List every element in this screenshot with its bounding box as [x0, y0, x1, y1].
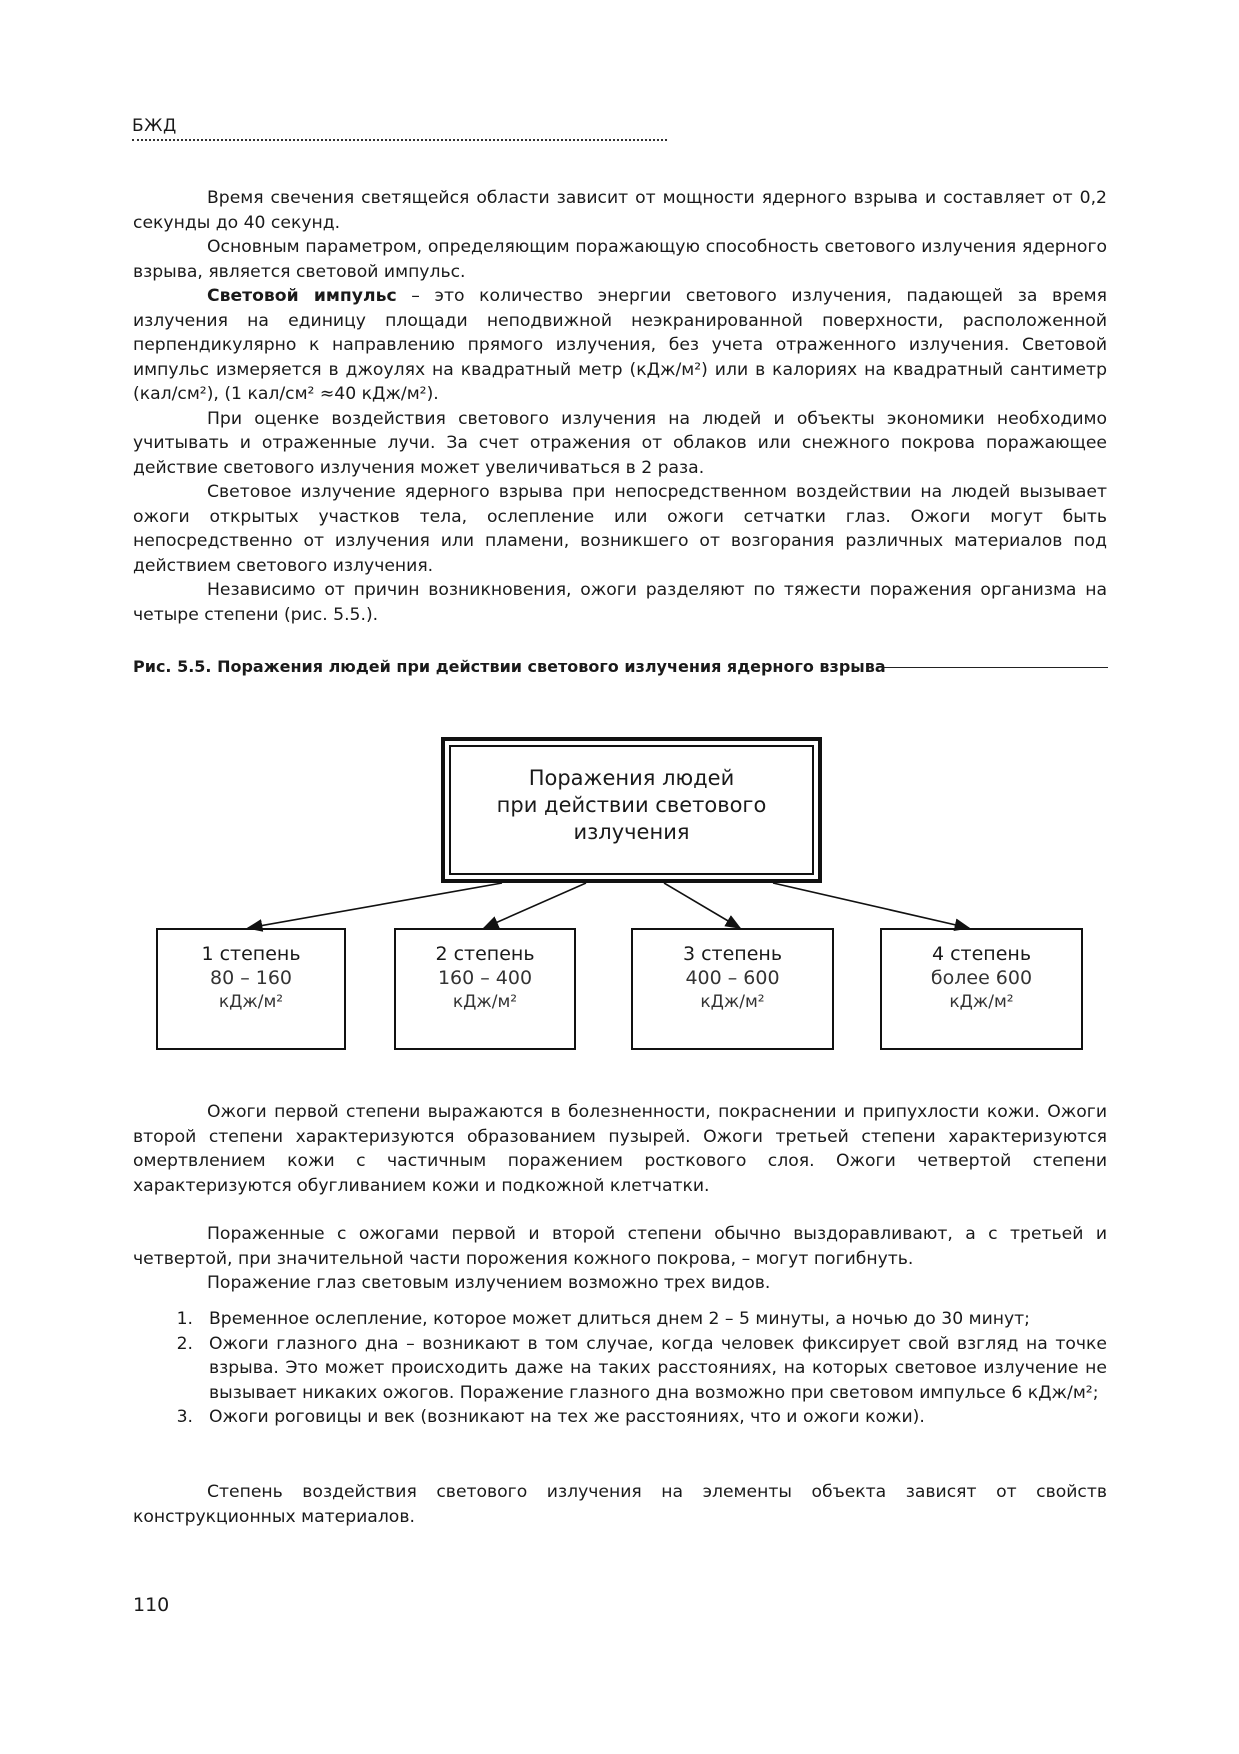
figure-caption: Рис. 5.5. Поражения людей при действии светового излучения ядерного взрыва [133, 657, 886, 676]
paragraph-closing: Степень воздействия светового излучения на элементы объекта зависят от свойств конструкционных материалов. [133, 1482, 1107, 1527]
paragraph-main-parameter: Основным параметром, определяющим поражающую способность светового излучения ядерного взрыва, является световой импульс. [133, 237, 1107, 282]
degree-unit: кДж/м² [949, 992, 1014, 1012]
degree-title: 1 степень [201, 943, 301, 965]
list-item-text: Ожоги роговицы и век (возникают на тех же расстояниях, что и ожоги кожи). [209, 1407, 925, 1427]
degree-unit: кДж/м² [452, 992, 518, 1012]
paragraph-eye-damage: Поражение глаз световым излучением возможно трех видов. [207, 1273, 771, 1293]
degree-range: 400 – 600 [685, 967, 780, 989]
paragraph-glow-time: Время свечения светящейся области зависит от мощности ядерного взрыва и составляет от 0,2 секунды до 40 секунд. [133, 188, 1107, 233]
root-line-2: при действии светового [496, 792, 767, 817]
paragraph-burn-degrees: Ожоги первой степени выражаются в болезненности, покраснении и припухлости кожи. Ожоги второй степени характеризуются образованием пузырей. Ожоги третьей степени характеризуются омертвлением кожи с частичным поражением росткового слоя. Ожоги четвертой степени характеризуются обугливанием кожи и подкожной клетчатки. [133, 1102, 1107, 1196]
connector-degree-2 [484, 883, 586, 928]
diagram-root-box [441, 737, 822, 883]
degree-unit: кДж/м² [218, 992, 284, 1012]
paragraph-four-degrees: Независимо от причин возникновения, ожоги разделяют по тяжести поражения организма на четыре степени (рис. 5.5.). [133, 580, 1107, 625]
diagram-root-label [449, 745, 814, 875]
list-item [133, 1307, 1107, 1332]
list-item-number: 3. [176, 1407, 193, 1427]
paragraph-reflected-rays: При оценке воздействия светового излучения на людей и объекты экономики необходимо учитывать и отраженные лучи. За счет отражения от облаков или снежного покрова поражающее действие светового излучения может увеличиваться в 2 раза. [133, 408, 1107, 478]
list-item-number: 1. [176, 1309, 193, 1329]
root-line-3: излучения [573, 819, 690, 844]
root-line-1: Поражения людей [528, 765, 735, 790]
body-text-burns [133, 1100, 1107, 1198]
degree-title: 4 степень [931, 943, 1032, 965]
eye-damage-list [133, 1307, 1107, 1430]
degree-range: более 600 [930, 967, 1033, 989]
paragraph-outcomes: Пораженные с ожогами первой и второй степени обычно выздоравливают, а с третьей и четвертой, при значительной части порожения кожного покрова, – могут погибнуть. [133, 1224, 1107, 1269]
degree-range: 160 – 400 [437, 967, 533, 989]
definition-text: – это количество энергии светового излучения, падающей за время излучения на единицу площади неподвижной неэкранированной поверхности, расположенной перпендикулярно к направлению прямого излучения, без учета отраженного излучения. Световой импульс измеряется в джоулях на квадратный метр (кДж/м²) или в калориях на квадратный сантиметр (кал/см²), (1 кал/см² ≈40 кДж/м²). [133, 286, 1107, 404]
degree-box-4 [880, 928, 1083, 1050]
connector-degree-4 [773, 883, 969, 928]
connector-degree-3 [664, 883, 740, 928]
page-number: 110 [133, 1594, 170, 1616]
definition-term: Световой импульс [207, 286, 397, 306]
degree-title: 2 степень [435, 943, 535, 965]
paragraph-burns-cause: Световое излучение ядерного взрыва при непосредственном воздействии на людей вызывает ожоги открытых участков тела, ослепление или ожоги сетчатки глаз. Ожоги могут быть непосредственно от излучения или пламени, возникшего от возгорания различных материалов под действием светового излучения. [133, 482, 1107, 576]
body-text-outcomes [133, 1222, 1107, 1296]
degree-unit: кДж/м² [700, 992, 765, 1012]
running-header: БЖД [132, 116, 177, 136]
connector-degree-1 [248, 883, 502, 928]
body-text-closing [133, 1480, 1107, 1529]
degree-box-2 [394, 928, 576, 1050]
list-item [133, 1332, 1107, 1406]
degree-box-1 [156, 928, 346, 1050]
degree-range: 80 – 160 [209, 967, 293, 989]
list-item [133, 1405, 1107, 1430]
list-item-text: Временное ослепление, которое может длиться днем 2 – 5 минуты, а ночью до 30 минут; [209, 1309, 1030, 1329]
list-item-number: 2. [176, 1333, 193, 1354]
degree-title: 3 степень [682, 943, 783, 965]
degree-box-3 [631, 928, 834, 1050]
list-item-text: Ожоги глазного дна – возникают в том случае, когда человек фиксирует свой взгляд на точке взрыва. Это может происходить даже на таких расстояниях, на которых световое излучение не вызывает никаких ожогов. Поражение глазного дна возможно при световом импульсе 6 кДж/м²; [209, 1333, 1107, 1403]
